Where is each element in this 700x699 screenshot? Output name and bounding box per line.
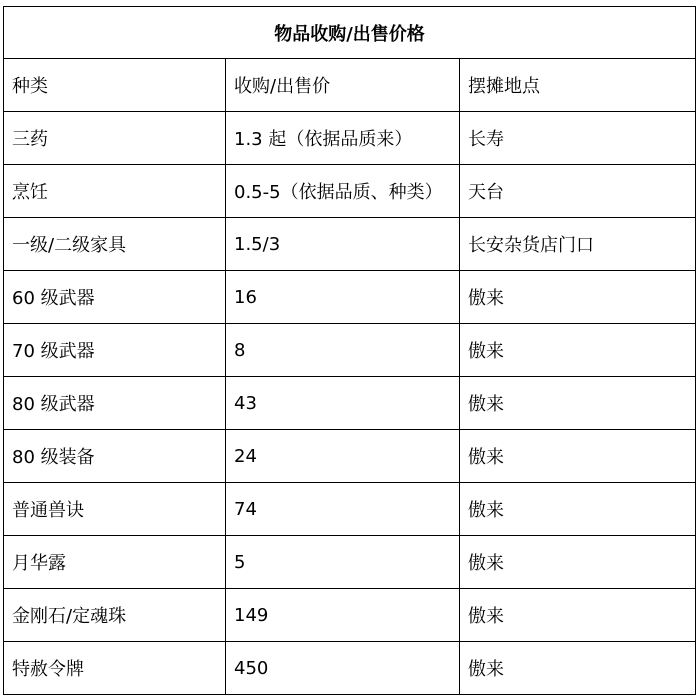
table-body: [4, 59, 696, 695]
table-row: [4, 218, 696, 271]
location-cell: 天台: [460, 165, 696, 218]
price-cell: 43: [226, 377, 460, 430]
header-cell-price: 收购/出售价: [226, 59, 460, 112]
header-cell-location: 摆摊地点: [460, 59, 696, 112]
table-row: [4, 483, 696, 536]
location-cell: 傲来: [460, 271, 696, 324]
location-cell: 傲来: [460, 589, 696, 642]
category-cell: 70 级武器: [4, 324, 226, 377]
price-cell: 149: [226, 589, 460, 642]
price-table-container: [3, 6, 695, 695]
table-row: [4, 377, 696, 430]
price-table: [3, 6, 696, 695]
category-cell: 80 级武器: [4, 377, 226, 430]
location-cell: 长安杂货店门口: [460, 218, 696, 271]
header-row: [4, 59, 696, 112]
price-cell: 24: [226, 430, 460, 483]
table-row: [4, 536, 696, 589]
location-cell: 傲来: [460, 483, 696, 536]
table-title: 物品收购/出售价格: [4, 7, 696, 59]
price-cell: 1.5/3: [226, 218, 460, 271]
category-cell: 特赦令牌: [4, 642, 226, 695]
price-cell: 74: [226, 483, 460, 536]
price-cell: 0.5-5（依据品质、种类）: [226, 165, 460, 218]
category-cell: 月华露: [4, 536, 226, 589]
category-cell: 一级/二级家具: [4, 218, 226, 271]
category-cell: 80 级装备: [4, 430, 226, 483]
category-cell: 金刚石/定魂珠: [4, 589, 226, 642]
table-row: [4, 324, 696, 377]
table-row: [4, 430, 696, 483]
price-cell: 450: [226, 642, 460, 695]
location-cell: 傲来: [460, 324, 696, 377]
category-cell: 普通兽诀: [4, 483, 226, 536]
category-cell: 三药: [4, 112, 226, 165]
location-cell: 傲来: [460, 430, 696, 483]
price-cell: 1.3 起（依据品质来）: [226, 112, 460, 165]
header-cell-category: 种类: [4, 59, 226, 112]
location-cell: 傲来: [460, 642, 696, 695]
table-row: [4, 165, 696, 218]
table-row: [4, 589, 696, 642]
location-cell: 傲来: [460, 536, 696, 589]
price-cell: 5: [226, 536, 460, 589]
location-cell: 长寿: [460, 112, 696, 165]
price-cell: 16: [226, 271, 460, 324]
location-cell: 傲来: [460, 377, 696, 430]
table-row: [4, 112, 696, 165]
table-row: [4, 271, 696, 324]
price-cell: 8: [226, 324, 460, 377]
category-cell: 烹饪: [4, 165, 226, 218]
category-cell: 60 级武器: [4, 271, 226, 324]
table-row: [4, 642, 696, 695]
